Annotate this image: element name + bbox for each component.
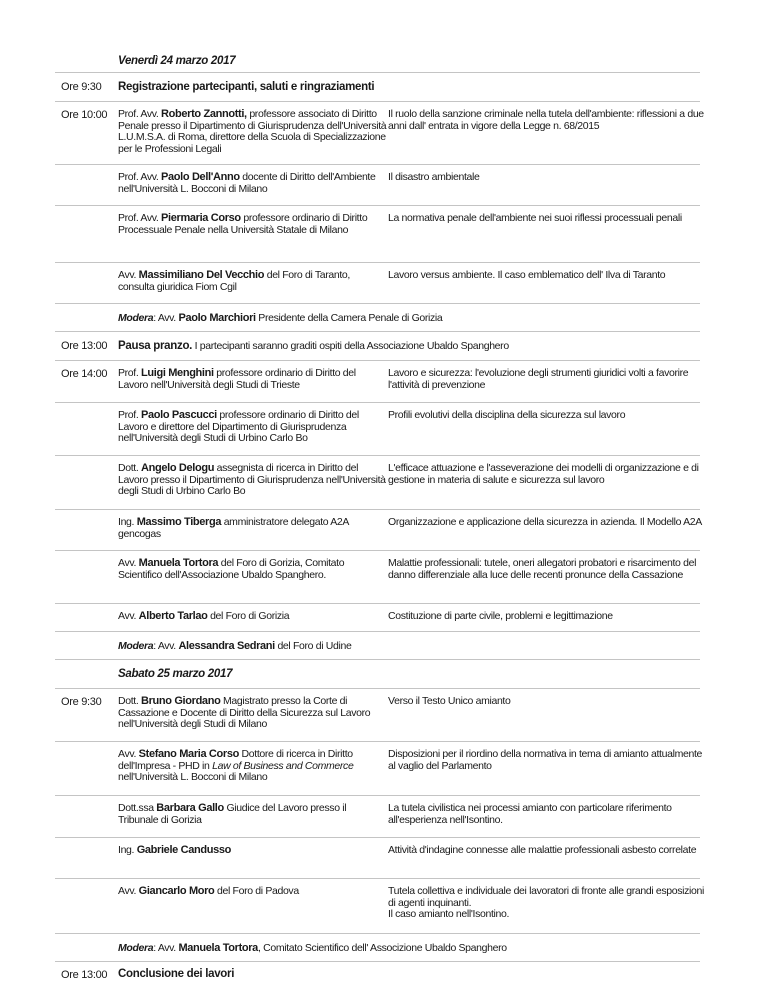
moderator: Modera: Avv. Manuela Tortora, Comitato Scientifico dell' Associzione Ubaldo Spanghero	[118, 942, 507, 954]
speaker-name: Paolo Dell'Anno	[161, 171, 240, 183]
day-header-row	[55, 45, 700, 73]
talk-row	[55, 206, 700, 263]
speaker-title: Ing.	[118, 844, 135, 856]
talk-title: Il ruolo della sanzione criminale nella tutela dell'ambiente: riflessioni a due anni dall' entrata in vigore della Legge n. 68/2015	[388, 108, 704, 132]
speaker-title: Avv.	[118, 748, 137, 760]
speaker	[118, 410, 388, 445]
session-row	[55, 73, 700, 102]
speaker-name: Bruno Giordano	[141, 695, 221, 707]
session-title: Registrazione partecipanti, saluti e ringraziamenti	[118, 81, 375, 93]
talk-title-line: Il caso amianto nell'Isontino.	[388, 908, 510, 920]
speaker-bio: del Foro di Gorizia	[207, 610, 290, 622]
talk-title: Malattie professionali: tutele, oneri allegatori probatori e risarcimento del danno differenziale alla luce delle recenti pronunce della Cassazione	[388, 557, 697, 581]
talk-row	[55, 838, 700, 879]
speaker-name: Massimo Tiberga	[136, 516, 222, 528]
speaker-name: Paolo Pascucci	[141, 409, 217, 421]
speaker-bio: , Comitato Scientifico dell' Associzione Ubaldo Spanghero	[257, 942, 507, 954]
speaker	[118, 611, 388, 623]
speaker-bio-cont: nell'Università L. Bocconi di Milano	[118, 771, 268, 783]
speaker	[118, 845, 388, 857]
time-label: Ore 9:30	[61, 81, 102, 93]
talk-row	[55, 796, 700, 838]
speaker	[118, 463, 388, 498]
speaker-bio: del Foro di Udine	[274, 640, 352, 652]
talk-title: La tutela civilistica nei processi amianto con particolare riferimento all'esperienza nell'Isontino.	[388, 802, 672, 826]
speaker-title: Avv.	[157, 942, 176, 954]
session-title: Conclusione dei lavori	[118, 968, 235, 980]
speaker-title: Dott.	[118, 695, 139, 707]
break-note: I partecipanti saranno graditi ospiti della Associazione Ubaldo Spanghero	[192, 340, 509, 352]
talk-row	[55, 742, 703, 796]
speaker-bio: docente di Diritto dell'Ambiente nell'Università L. Bocconi di Milano	[118, 171, 376, 195]
break-text	[118, 340, 698, 352]
speaker	[118, 270, 388, 293]
speaker-title: Avv.	[157, 312, 176, 324]
speaker-title: Avv.	[118, 557, 137, 569]
talk-title: Lavoro e sicurezza: l'evoluzione degli strumenti giuridici volti a favorire l'attività di prevenzione	[388, 367, 689, 391]
talk-title: La normativa penale dell'ambiente nei suoi riflessi processuali penali	[388, 212, 682, 224]
speaker-name: Paolo Marchiori	[178, 312, 256, 324]
talk-title: Profili evolutivi della disciplina della sicurezza sul lavoro	[388, 409, 626, 421]
speaker-title: Prof. Avv.	[118, 212, 159, 224]
speaker-name: Piermaria Corso	[161, 212, 241, 224]
speaker-title: Dott.ssa	[118, 802, 157, 814]
speaker	[118, 749, 388, 784]
talk-title-line: Tutela collettiva e individuale dei lavoratori di fronte alle grandi esposizioni di agenti inquinanti.	[388, 885, 704, 909]
speaker	[118, 558, 388, 581]
talk-row	[55, 689, 700, 742]
speaker-name: Massimiliano Del Vecchio	[138, 269, 265, 281]
talk-title: Il disastro ambientale	[388, 171, 480, 183]
speaker-name: Alessandra Sedrani	[178, 640, 275, 652]
moderator-row	[55, 632, 700, 660]
speaker-name: Angelo Delogu	[141, 462, 215, 474]
talk-title	[388, 886, 708, 921]
speaker-title: Ing.	[118, 516, 135, 528]
speaker-bio: Giudice del Lavoro presso il Tribunale di Gorizia	[118, 802, 347, 826]
speaker-title: Dott.	[118, 462, 139, 474]
speaker	[118, 517, 388, 540]
speaker-bio: del Foro di Gorizia, Comitato Scientifico dell'Associazione Ubaldo Spanghero.	[118, 557, 345, 581]
talk-title: Disposizioni per il riordino della normativa in tema di amianto attualmente al vaglio del Parlamento	[388, 748, 703, 772]
time-label: Ore 10:00	[61, 109, 108, 121]
moderator: Modera: Avv. Paolo Marchiori Presidente della Camera Penale di Gorizia	[118, 312, 443, 324]
program-name: Law of Business and Commerce	[212, 759, 354, 772]
talk-row	[55, 102, 704, 165]
speaker	[118, 803, 388, 826]
speaker-bio: Magistrato presso la Corte di Cassazione e Docente di Diritto della Sicurezza sul Lavoro nell'Università degli Studi di Milano	[118, 695, 371, 730]
talk-title: Costituzione di parte civile, problemi e legittimazione	[388, 610, 613, 622]
speaker-name: Stefano Maria Corso	[138, 748, 239, 760]
talk-title: Verso il Testo Unico amianto	[388, 695, 511, 707]
speaker-title: Avv.	[118, 885, 137, 897]
speaker-title: Prof.	[118, 367, 139, 379]
talk-row	[55, 263, 700, 304]
talk-row	[55, 604, 700, 632]
talk-title: L'efficace attuazione e l'asseverazione dei modelli di organizzazione e di gestione in materia di salute e sicurezza sul lavoro	[388, 462, 699, 486]
talk-row	[55, 551, 700, 604]
speaker-title: Prof. Avv.	[118, 171, 159, 183]
moderator-label: Modera	[118, 942, 154, 954]
speaker-title: Prof.	[118, 409, 139, 421]
day-heading: Sabato 25 marzo 2017	[118, 668, 233, 680]
speaker-bio: del Foro di Taranto, consulta giuridica Fiom Cgil	[118, 269, 350, 293]
talk-title: Organizzazione e applicazione della sicurezza in azienda. Il Modello A2A	[388, 516, 702, 528]
session-title: Pausa pranzo.	[118, 340, 193, 352]
talk-row	[55, 361, 700, 403]
moderator: Modera: Avv. Alessandra Sedrani del Foro di Udine	[118, 640, 352, 652]
speaker-bio: assegnista di ricerca in Diritto del Lavoro presso il Dipartimento di Giurisprudenza nell'Università degli Studi di Urbino Carlo Bo	[118, 462, 386, 497]
break-row	[55, 332, 700, 361]
day-header-row	[55, 660, 700, 689]
time-label: Ore 13:00	[61, 340, 108, 352]
speaker-bio: del Foro di Padova	[214, 885, 299, 897]
time-label: Ore 9:30	[61, 696, 102, 708]
speaker-name: Roberto Zannotti,	[161, 108, 247, 120]
speaker	[118, 696, 388, 731]
talk-row	[55, 510, 700, 551]
speaker-bio: Dottore di ricerca in Diritto dell'Impresa - PHD in	[118, 748, 353, 772]
speaker-name: Manuela Tortora	[138, 557, 219, 569]
talk-title: Attività d'indagine connesse alle malattie professionali asbesto correlate	[388, 844, 697, 856]
speaker-title: Avv.	[157, 640, 176, 652]
speaker-bio: professore ordinario di Diritto Processuale Penale nella Università Statale di Milano	[118, 212, 368, 236]
moderator-label: Modera	[118, 640, 154, 652]
speaker-bio: amministratore delegato A2A gencogas	[118, 516, 349, 540]
moderator-row	[55, 304, 700, 332]
speaker-bio: professore ordinario di Diritto del Lavoro nell'Università degli Studi di Trieste	[118, 367, 356, 391]
day-heading: Venerdì 24 marzo 2017	[118, 55, 236, 67]
session-row	[55, 962, 700, 990]
speaker-title: Avv.	[118, 269, 137, 281]
speaker-title: Prof. Avv.	[118, 108, 159, 120]
speaker-name: Alberto Tarlao	[138, 610, 208, 622]
speaker	[118, 368, 388, 391]
talk-title: Lavoro versus ambiente. Il caso emblematico dell' Ilva di Taranto	[388, 269, 666, 281]
moderator-label: Modera	[118, 312, 154, 324]
speaker	[118, 213, 368, 236]
time-label: Ore 14:00	[61, 368, 108, 380]
moderator-row	[55, 934, 700, 962]
speaker-bio: Presidente della Camera Penale di Gorizia	[255, 312, 443, 324]
speaker	[118, 109, 388, 155]
speaker-bio: professore associato di Diritto Penale presso il Dipartimento di Giurisprudenza dell'Università L.U.M.S.A. di Roma, direttore della Scuola di Specializzazione per le Professioni Legali	[118, 108, 387, 155]
speaker	[118, 172, 388, 195]
speaker-bio: professore ordinario di Diritto del Lavoro e direttore del Dipartimento di Giurisprudenza nell'Università degli Studi di Urbino Carlo Bo	[118, 409, 359, 444]
speaker	[118, 886, 388, 898]
speaker-title: Avv.	[118, 610, 137, 622]
speaker-name: Gabriele Candusso	[136, 844, 232, 856]
speaker-name: Giancarlo Moro	[138, 885, 215, 897]
speaker-name: Manuela Tortora	[178, 942, 258, 954]
speaker-name: Barbara Gallo	[156, 802, 224, 814]
time-label: Ore 13:00	[61, 969, 108, 981]
talk-row	[55, 165, 700, 206]
talk-row	[55, 456, 700, 510]
talk-row	[55, 879, 704, 934]
speaker-name: Luigi Menghini	[141, 367, 214, 379]
talk-row	[55, 403, 700, 456]
